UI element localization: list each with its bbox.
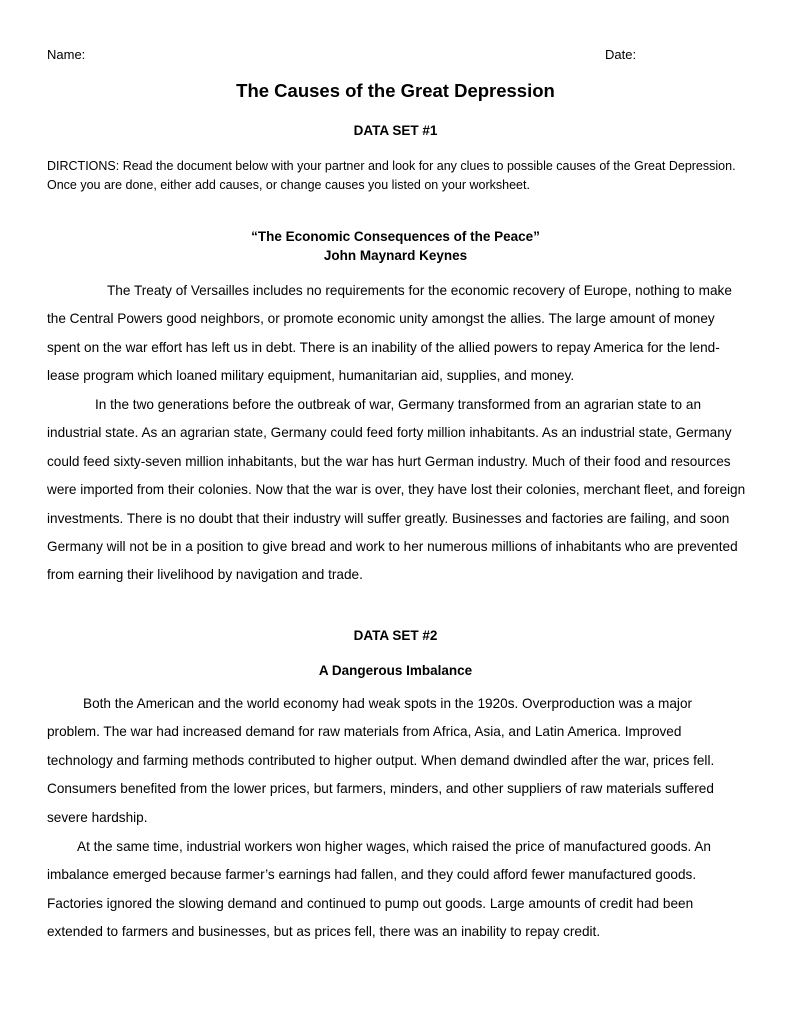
data-set-1-paragraph-2: In the two generations before the outbreak of war, Germany transformed from an agrarian state to an industrial state. As an agrarian state, Germany could feed forty million inhabitants. As an industrial state, Germany could feed sixty-seven million inhabitants, but the war has hurt German industry. Much of their food and resources were imported from their colonies. Now that the war is over, they have lost their colonies, merchant fleet, and foreign investments. There is no doubt that their industry will suffer greatly. Businesses and factories are failing, and soon Germany will not be in a position to give bread and work to her numerous millions of inhabitants who are prevented from earning their livelihood by navigation and trade. — [47, 397, 746, 583]
name-label: Name: — [47, 47, 86, 62]
page-title: The Causes of the Great Depression — [236, 80, 555, 101]
data-set-2-subtitle: A Dangerous Imbalance — [318, 663, 473, 678]
data-set-2-paragraph-2: At the same time, industrial workers won higher wages, which raised the price of manufactured goods. An imbalance emerged because farmer’s earnings had fallen, and they could afford fewer manufactured goods. Factories ignored the slowing demand and continued to pump out goods. Large amounts of credit had been extended to farmers and businesses, but as prices fell, there was an inability to repay credit. — [47, 839, 711, 940]
source-title: “The Economic Consequences of the Peace” — [251, 229, 540, 244]
header-row — [47, 47, 647, 67]
data-set-2-heading: DATA SET #2 — [353, 628, 438, 643]
source-author: John Maynard Keynes — [323, 248, 468, 263]
data-set-2-paragraph-1: Both the American and the world economy had weak spots in the 1920s. Overproduction was a major problem. The war had increased demand for raw materials from Africa, Asia, and Latin America. Improved technology and farming methods contributed to higher output. When demand dwindled after the war, prices fell. Consumers benefited from the lower prices, but farmers, minders, and other suppliers of raw materials suffered severe hardship. — [47, 696, 715, 825]
date-label: Date: — [605, 47, 637, 62]
directions-text: DIRCTIONS: Read the document below with your partner and look for any clues to possible causes of the Great Depression. Once you are done, either add causes, or change causes you listed on your worksheet. — [47, 159, 736, 192]
data-set-1-heading: DATA SET #1 — [353, 123, 438, 138]
data-set-1-paragraph-1: The Treaty of Versailles includes no requirements for the economic recovery of Europe, nothing to make the Central Powers good neighbors, or promote economic unity amongst the allies. The large amount of money spent on the war effort has left us in debt. There is an inability of the allied powers to repay America for the lend-lease program which loaned military equipment, humanitarian aid, supplies, and money. — [47, 283, 732, 384]
